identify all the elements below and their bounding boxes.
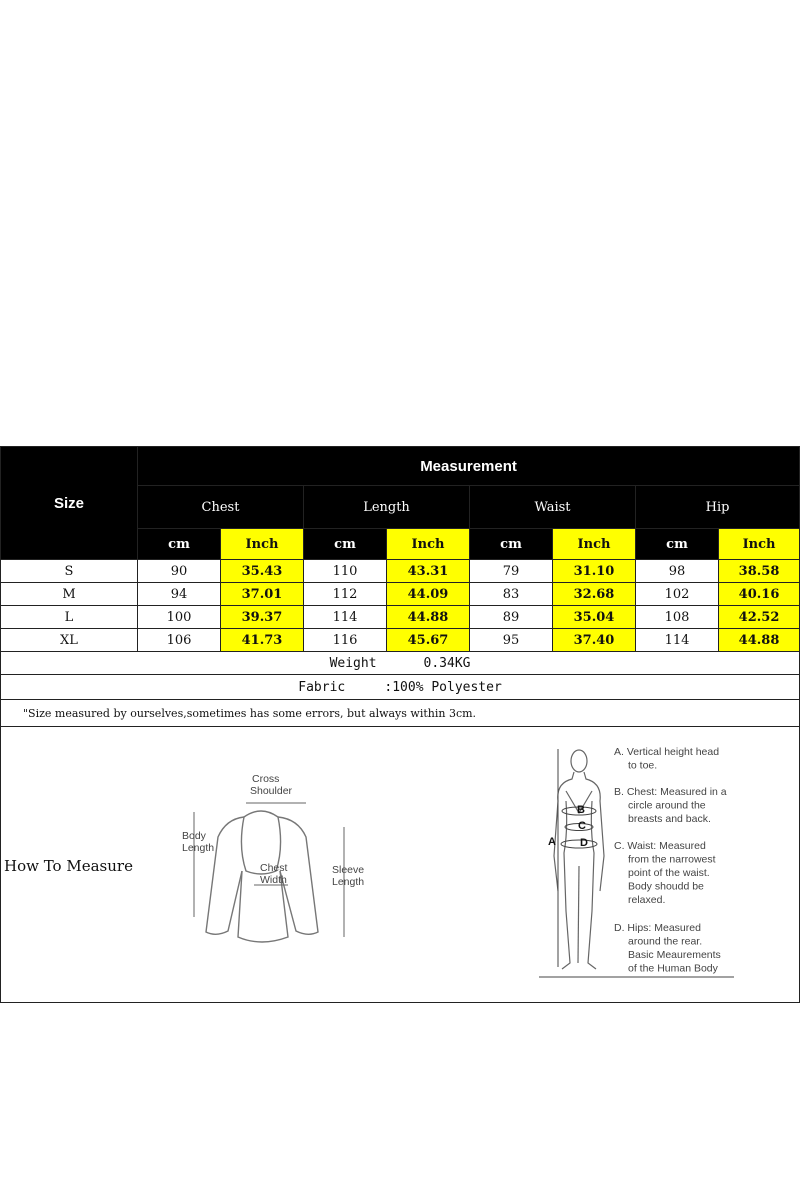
letter-b: B [577, 804, 585, 816]
letter-d: D [580, 837, 588, 849]
cm-value-cell: 114 [304, 606, 387, 629]
body-note-line: D. Hips: Measured [614, 922, 701, 934]
table-row [1, 583, 800, 606]
body-notes [614, 746, 727, 975]
size-chart-table [0, 446, 800, 1003]
inch-value-cell: 41.73 [221, 629, 304, 652]
inch-value-cell: 37.01 [221, 583, 304, 606]
weight-value: 0.34KG [423, 655, 471, 671]
unit-header-inch: Inch [387, 529, 470, 560]
label-cross-shoulder-2: Shoulder [250, 785, 293, 797]
fabric-value: :100% Polyester [384, 679, 502, 695]
body-note-line: C. Waist: Measured [614, 840, 706, 852]
body-note-line: from the narrowest [628, 853, 716, 866]
inch-value-cell: 39.37 [221, 606, 304, 629]
inch-value-cell: 31.10 [553, 560, 636, 583]
how-to-measure-section [1, 727, 800, 1003]
body-note-line: Basic Meaurements [628, 949, 721, 961]
body-note-line: circle around the [628, 799, 706, 812]
table-row [1, 560, 800, 583]
body-note-line: point of the waist. [628, 867, 710, 879]
inch-value-cell: 44.88 [387, 606, 470, 629]
cm-value-cell: 106 [138, 629, 221, 652]
cm-value-cell: 79 [470, 560, 553, 583]
unit-header-inch: Inch [553, 529, 636, 560]
unit-header-cm: cm [304, 529, 387, 560]
cm-value-cell: 114 [636, 629, 719, 652]
cm-value-cell: 90 [138, 560, 221, 583]
body-note-line: A. Vertical height head [614, 746, 720, 758]
inch-value-cell: 45.67 [387, 629, 470, 652]
weight-row [1, 652, 800, 675]
body-note-line: Body shoudd be [628, 880, 704, 893]
inch-value-cell: 35.04 [553, 606, 636, 629]
inch-value-cell: 38.58 [719, 560, 800, 583]
body-note-line: to toe. [628, 759, 658, 772]
inch-value-cell: 35.43 [221, 560, 304, 583]
group-header-chest: Chest [138, 486, 304, 529]
size-header: Size [1, 447, 138, 560]
size-cell: XL [1, 629, 138, 652]
cm-value-cell: 110 [304, 560, 387, 583]
table-row [1, 606, 800, 629]
group-header-hip: Hip [636, 486, 800, 529]
size-cell: M [1, 583, 138, 606]
measurement-header: Measurement [138, 447, 800, 486]
body-note-line: breasts and back. [628, 813, 711, 825]
how-to-measure-label: How To Measure [4, 857, 133, 875]
letter-a: A [548, 836, 556, 848]
garment-diagram [176, 767, 376, 952]
size-cell: L [1, 606, 138, 629]
cm-value-cell: 94 [138, 583, 221, 606]
cm-value-cell: 102 [636, 583, 719, 606]
human-body-icon [554, 750, 604, 969]
body-diagram [536, 741, 736, 986]
label-sleeve-length-1: Sleeve [332, 864, 365, 876]
size-cell: S [1, 560, 138, 583]
cm-value-cell: 112 [304, 583, 387, 606]
letter-c: C [578, 820, 586, 832]
label-sleeve-length-2: Length [332, 876, 365, 888]
cm-value-cell: 116 [304, 629, 387, 652]
weight-label: Weight [329, 655, 377, 671]
label-body-length-2: Length [182, 842, 215, 854]
unit-header-inch: Inch [221, 529, 304, 560]
fabric-label: Fabric [298, 679, 346, 695]
inch-value-cell: 43.31 [387, 560, 470, 583]
inch-value-cell: 37.40 [553, 629, 636, 652]
cm-value-cell: 89 [470, 606, 553, 629]
unit-header-inch: Inch [719, 529, 800, 560]
body-note-line: relaxed. [628, 894, 666, 906]
unit-header-cm: cm [636, 529, 719, 560]
cm-value-cell: 83 [470, 583, 553, 606]
inch-value-cell: 42.52 [719, 606, 800, 629]
unit-header-cm: cm [470, 529, 553, 560]
body-note-line: B. Chest: Measured in a [614, 786, 727, 798]
size-note: "Size measured by ourselves,sometimes has some errors, but always within 3cm. [1, 700, 800, 727]
inch-value-cell: 40.16 [719, 583, 800, 606]
cm-value-cell: 98 [636, 560, 719, 583]
body-note-line: around the rear. [628, 935, 703, 948]
label-chest-width-2: Width [260, 874, 287, 886]
cm-value-cell: 95 [470, 629, 553, 652]
label-chest-width-1: Chest [260, 862, 288, 874]
inch-value-cell: 44.88 [719, 629, 800, 652]
inch-value-cell: 32.68 [553, 583, 636, 606]
cm-value-cell: 108 [636, 606, 719, 629]
body-note-line: of the Human Body [628, 962, 718, 975]
label-cross-shoulder-1: Cross [252, 773, 280, 785]
group-header-waist: Waist [470, 486, 636, 529]
cm-value-cell: 100 [138, 606, 221, 629]
inch-value-cell: 44.09 [387, 583, 470, 606]
table-row [1, 629, 800, 652]
unit-header-cm: cm [138, 529, 221, 560]
fabric-row [1, 675, 800, 700]
label-body-length-1: Body [182, 830, 206, 842]
group-header-length: Length [304, 486, 470, 529]
